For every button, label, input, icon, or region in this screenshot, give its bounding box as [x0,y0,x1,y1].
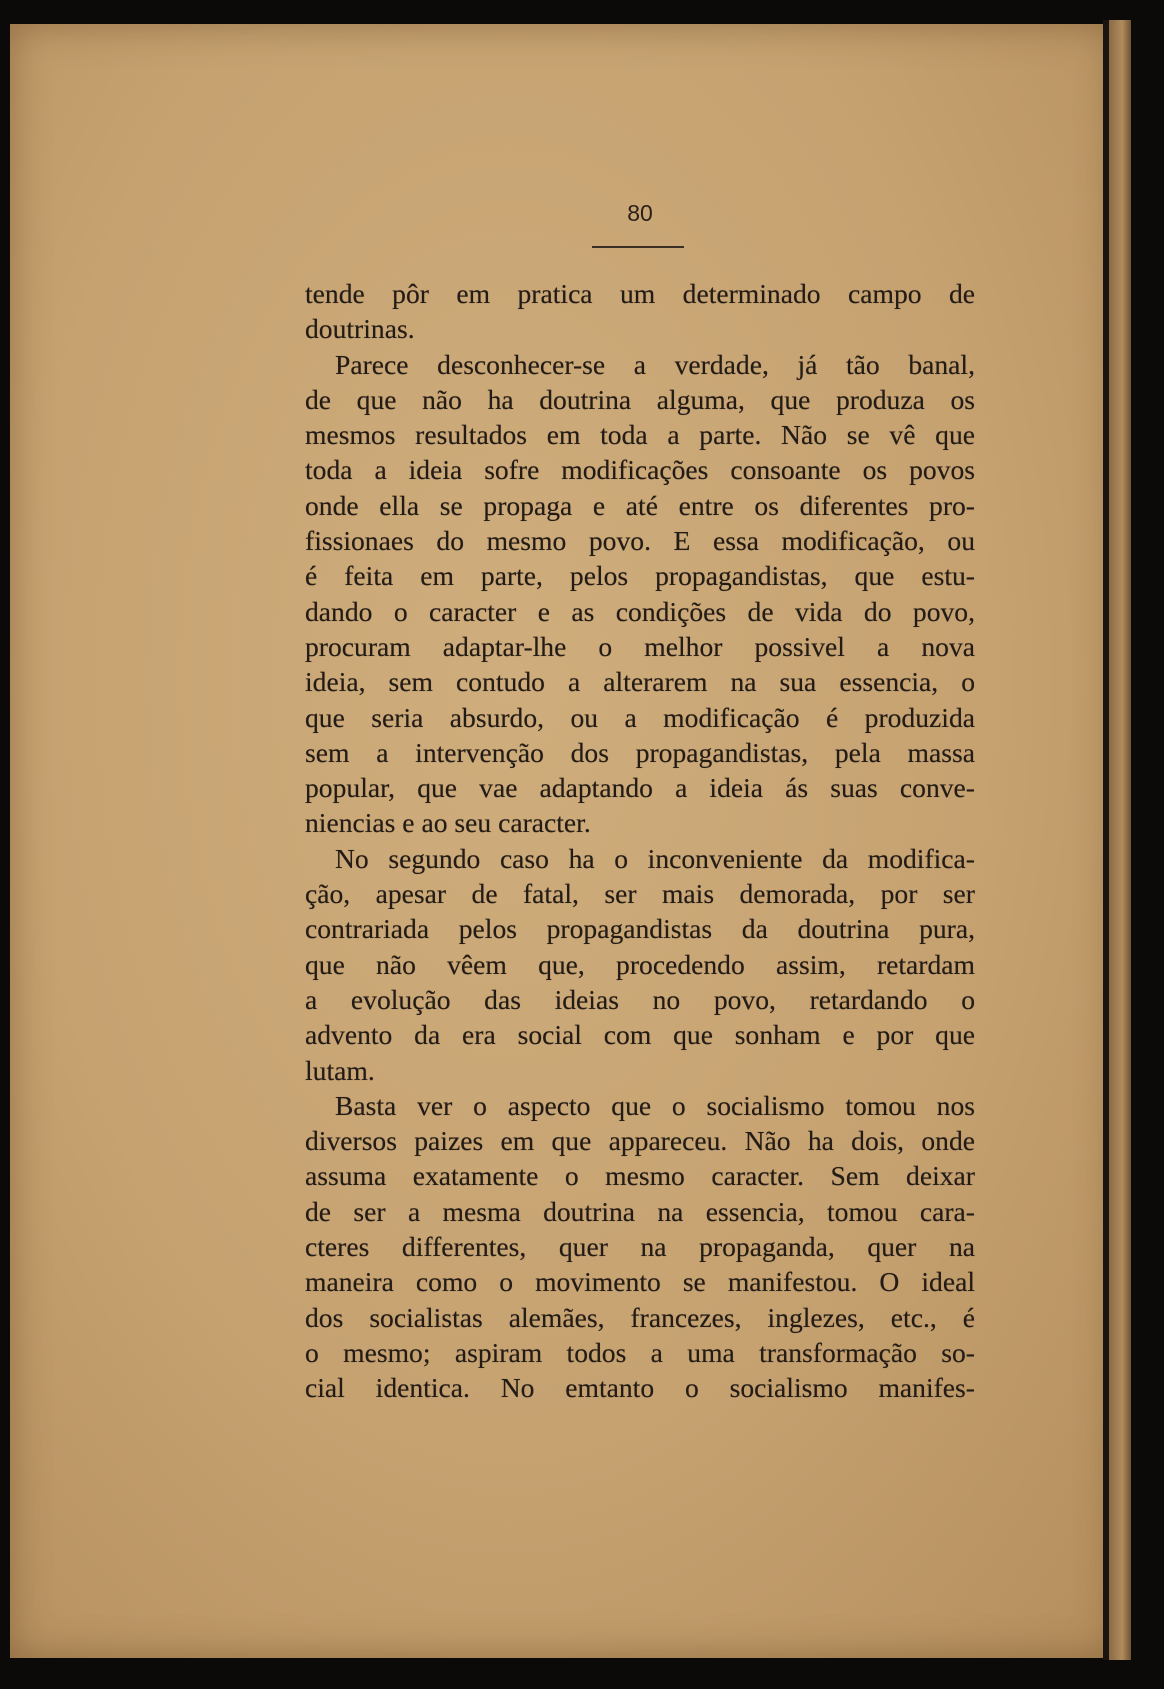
header-rule [592,246,684,248]
text-line: o mesmo; aspiram todos a uma transformação so- [305,1336,975,1368]
text-line: popular, que vae adaptando a ideia ás suas conve- [305,772,975,804]
text-line: No segundo caso ha o inconveniente da modifica- [335,842,975,874]
text-line: toda a ideia sofre modificações consoante os povos [305,454,975,486]
text-line: advento da era social com que sonham e por que [305,1019,975,1051]
text-line: é feita em parte, pelos propagandistas, que estu- [305,560,975,592]
text-line: maneira como o movimento se manifestou. O ideal [305,1266,975,1298]
page-number: 80 [627,200,653,226]
text-line: procuram adaptar-lhe o melhor possivel a nova [305,630,975,662]
text-line: lutam. [305,1054,375,1086]
text-line: a evolução das ideias no povo, retardando o [305,983,975,1015]
text-line: ção, apesar de fatal, ser mais demorada, por ser [305,878,975,910]
text-line: doutrinas. [305,313,415,345]
text-line: fissionaes do mesmo povo. E essa modificação, ou [305,525,975,557]
text-line: contrariada pelos propagandistas da doutrina pura, [305,913,975,945]
text-line: cteres differentes, quer na propaganda, quer na [305,1231,975,1263]
adjacent-page-edge [1109,20,1131,1660]
text-line: de que não ha doutrina alguma, que produza os [305,383,975,415]
text-line: de ser a mesma doutrina na essencia, tomou cara- [305,1195,975,1227]
text-line: Parece desconhecer-se a verdade, já tão banal, [335,348,975,380]
body-text [305,276,975,1406]
text-line: niencias e ao seu caracter. [305,807,591,839]
text-line: assuma exatamente o mesmo caracter. Sem deixar [305,1160,975,1192]
text-line: mesmos resultados em toda a parte. Não se vê que [305,419,975,451]
text-line: diversos paizes em que appareceu. Não ha dois, onde [305,1125,975,1157]
text-line: tende pôr em pratica um determinado campo de [305,278,975,309]
text-line: dos socialistas alemães, francezes, inglezes, etc., é [305,1301,975,1333]
text-line: que não vêem que, procedendo assim, retardam [305,948,975,980]
text-line: dando o caracter e as condições de vida do povo, [305,595,975,627]
text-line: onde ella se propaga e até entre os diferentes pro- [305,489,975,521]
text-line: que seria absurdo, ou a modificação é produzida [305,701,975,733]
text-line: ideia, sem contudo a alterarem na sua essencia, o [305,666,975,698]
text-line: sem a intervenção dos propagandistas, pela massa [305,736,975,768]
text-line: Basta ver o aspecto que o socialismo tomou nos [335,1089,975,1121]
text-line: cial identica. No emtanto o socialismo manifes- [305,1372,975,1404]
